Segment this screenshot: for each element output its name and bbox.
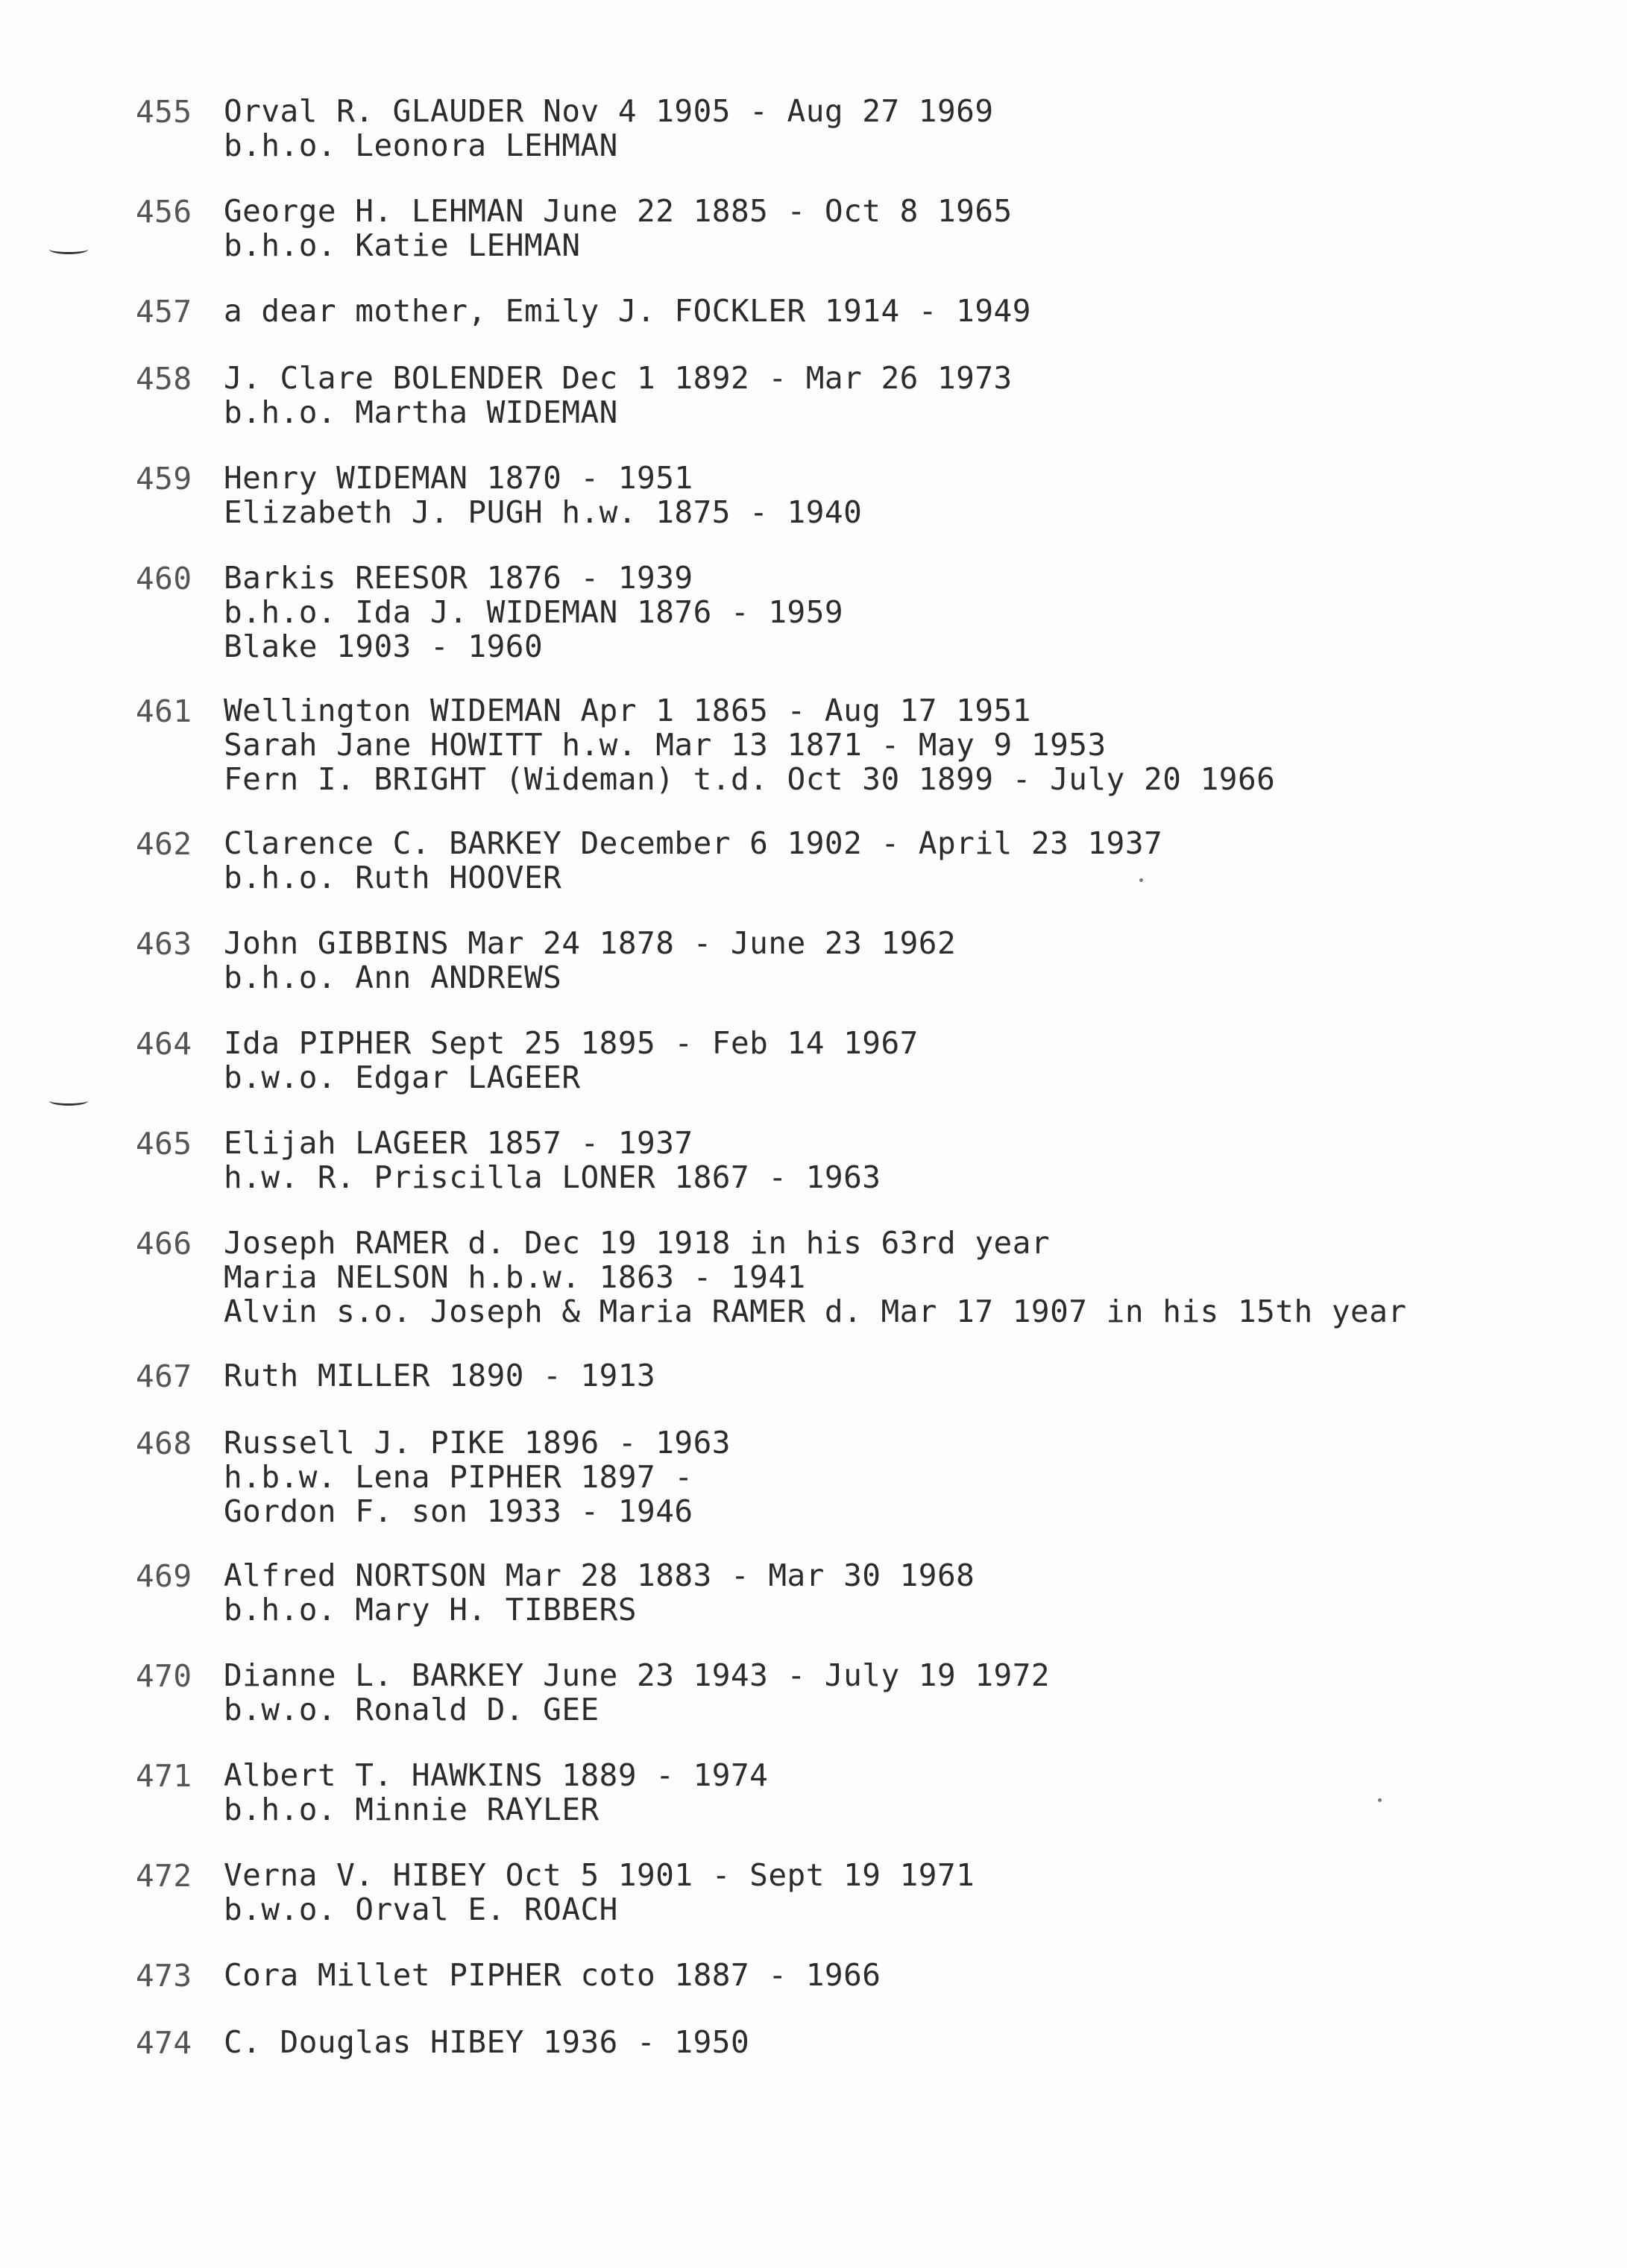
- entry-line: Joseph RAMER d. Dec 19 1918 in his 63rd year: [224, 1225, 1051, 1261]
- entry-number: 471: [136, 1758, 192, 1794]
- entry-lines: [224, 1226, 1407, 1329]
- burial-entry-list: [136, 94, 1552, 2092]
- entry-lines: [224, 294, 1031, 328]
- burial-entry: [136, 693, 1552, 826]
- entry-lines: [224, 1658, 1050, 1727]
- margin-dash-mark: [49, 245, 88, 254]
- entry-line: Elijah LAGEER 1857 - 1937: [224, 1125, 693, 1161]
- entry-lines: [224, 2025, 749, 2059]
- burial-entry: [136, 1658, 1552, 1758]
- entry-number: 456: [136, 194, 192, 230]
- entry-lines: [224, 461, 862, 529]
- entry-lines: [224, 1558, 975, 1627]
- entry-lines: [224, 926, 956, 995]
- entry-number: 462: [136, 826, 192, 862]
- entry-line: Henry WIDEMAN 1870 - 1951: [224, 460, 693, 496]
- entry-number: 468: [136, 1426, 192, 1461]
- entry-lines: [224, 194, 1013, 262]
- burial-entry: [136, 1758, 1552, 1858]
- entry-number: 461: [136, 693, 192, 729]
- entry-number: 463: [136, 926, 192, 962]
- entry-line: Gordon F. son 1933 - 1946: [224, 1493, 693, 1529]
- entry-lines: [224, 361, 1013, 429]
- entry-number: 473: [136, 1958, 192, 1994]
- entry-number: 455: [136, 94, 192, 130]
- burial-entry: [136, 2025, 1552, 2092]
- entry-line: b.h.o. Leonora LEHMAN: [224, 127, 618, 163]
- burial-entry: [136, 1558, 1552, 1658]
- entry-line: b.h.o. Ruth HOOVER: [224, 860, 562, 895]
- burial-entry: [136, 1426, 1552, 1558]
- burial-entry: [136, 1858, 1552, 1958]
- entry-number: 460: [136, 561, 192, 596]
- burial-entry: [136, 461, 1552, 561]
- entry-lines: [224, 1758, 768, 1827]
- entry-line: Sarah Jane HOWITT h.w. Mar 13 1871 - May 9 1953: [224, 727, 1107, 763]
- burial-entry: [136, 926, 1552, 1026]
- margin-dash-mark: [49, 1096, 88, 1106]
- entry-lines: [224, 1858, 975, 1927]
- entry-number: 469: [136, 1558, 192, 1594]
- burial-entry: [136, 1358, 1552, 1426]
- burial-entry: [136, 1226, 1552, 1358]
- entry-number: 474: [136, 2025, 192, 2061]
- entry-line: Orval R. GLAUDER Nov 4 1905 - Aug 27 1969: [224, 93, 994, 129]
- entry-line: b.h.o. Martha WIDEMAN: [224, 394, 618, 430]
- entry-line: Alvin s.o. Joseph & Maria RAMER d. Mar 17 1907 in his 15th year: [224, 1294, 1407, 1329]
- entry-number: 464: [136, 1026, 192, 1062]
- burial-entry: [136, 94, 1552, 194]
- entry-number: 458: [136, 361, 192, 397]
- burial-entry: [136, 361, 1552, 461]
- entry-number: 467: [136, 1358, 192, 1394]
- entry-line: Albert T. HAWKINS 1889 - 1974: [224, 1757, 769, 1793]
- entry-lines: [224, 94, 994, 163]
- entry-line: Barkis REESOR 1876 - 1939: [224, 560, 693, 596]
- entry-line: a dear mother, Emily J. FOCKLER 1914 - 1949: [224, 293, 1031, 329]
- entry-line: b.w.o. Edgar LAGEER: [224, 1059, 581, 1095]
- burial-entry: [136, 561, 1552, 693]
- entry-lines: [224, 1126, 881, 1194]
- entry-line: b.h.o. Ann ANDREWS: [224, 960, 562, 995]
- entry-lines: [224, 826, 1162, 895]
- entry-line: b.w.o. Ronald D. GEE: [224, 1692, 599, 1727]
- entry-line: Maria NELSON h.b.w. 1863 - 1941: [224, 1259, 806, 1295]
- burial-entry: [136, 826, 1552, 926]
- entry-line: Blake 1903 - 1960: [224, 629, 544, 664]
- entry-line: Alfred NORTSON Mar 28 1883 - Mar 30 1968: [224, 1557, 975, 1593]
- entry-line: Verna V. HIBEY Oct 5 1901 - Sept 19 1971: [224, 1857, 975, 1893]
- entry-number: 465: [136, 1126, 192, 1162]
- entry-lines: [224, 561, 843, 664]
- entry-number: 466: [136, 1226, 192, 1261]
- entry-line: Cora Millet PIPHER coto 1887 - 1966: [224, 1957, 881, 1993]
- burial-entry: [136, 294, 1552, 361]
- entry-line: Ida PIPHER Sept 25 1895 - Feb 14 1967: [224, 1025, 919, 1061]
- entry-number: 472: [136, 1858, 192, 1894]
- entry-number: 459: [136, 461, 192, 497]
- entry-line: b.h.o. Mary H. TIBBERS: [224, 1592, 638, 1628]
- entry-line: h.b.w. Lena PIPHER 1897 -: [224, 1459, 693, 1495]
- entry-line: George H. LEHMAN June 22 1885 - Oct 8 1965: [224, 193, 1013, 229]
- entry-line: C. Douglas HIBEY 1936 - 1950: [224, 2024, 750, 2060]
- entry-lines: [224, 693, 1275, 796]
- entry-line: Dianne L. BARKEY June 23 1943 - July 19 1972: [224, 1657, 1051, 1693]
- entry-line: b.h.o. Minnie RAYLER: [224, 1792, 599, 1827]
- burial-entry: [136, 1126, 1552, 1226]
- entry-number: 470: [136, 1658, 192, 1694]
- burial-entry: [136, 1958, 1552, 2025]
- burial-entry: [136, 1026, 1552, 1126]
- entry-line: Wellington WIDEMAN Apr 1 1865 - Aug 17 1951: [224, 693, 1031, 728]
- entry-lines: [224, 1958, 881, 1992]
- entry-line: h.w. R. Priscilla LONER 1867 - 1963: [224, 1159, 881, 1195]
- entry-line: Fern I. BRIGHT (Wideman) t.d. Oct 30 1899 - July 20 1966: [224, 761, 1276, 797]
- burial-entry: [136, 194, 1552, 294]
- entry-line: b.w.o. Orval E. ROACH: [224, 1891, 618, 1927]
- entry-line: John GIBBINS Mar 24 1878 - June 23 1962: [224, 925, 957, 961]
- entry-lines: [224, 1426, 731, 1528]
- entry-lines: [224, 1358, 655, 1393]
- entry-line: b.h.o. Ida J. WIDEMAN 1876 - 1959: [224, 594, 844, 630]
- entry-line: Elizabeth J. PUGH h.w. 1875 - 1940: [224, 494, 863, 530]
- entry-line: b.h.o. Katie LEHMAN: [224, 227, 581, 263]
- entry-line: Clarence C. BARKEY December 6 1902 - April 23 1937: [224, 825, 1163, 861]
- entry-line: Russell J. PIKE 1896 - 1963: [224, 1425, 731, 1461]
- entry-line: Ruth MILLER 1890 - 1913: [224, 1358, 656, 1393]
- entry-number: 457: [136, 294, 192, 330]
- entry-lines: [224, 1026, 919, 1094]
- entry-line: J. Clare BOLENDER Dec 1 1892 - Mar 26 1973: [224, 360, 1013, 396]
